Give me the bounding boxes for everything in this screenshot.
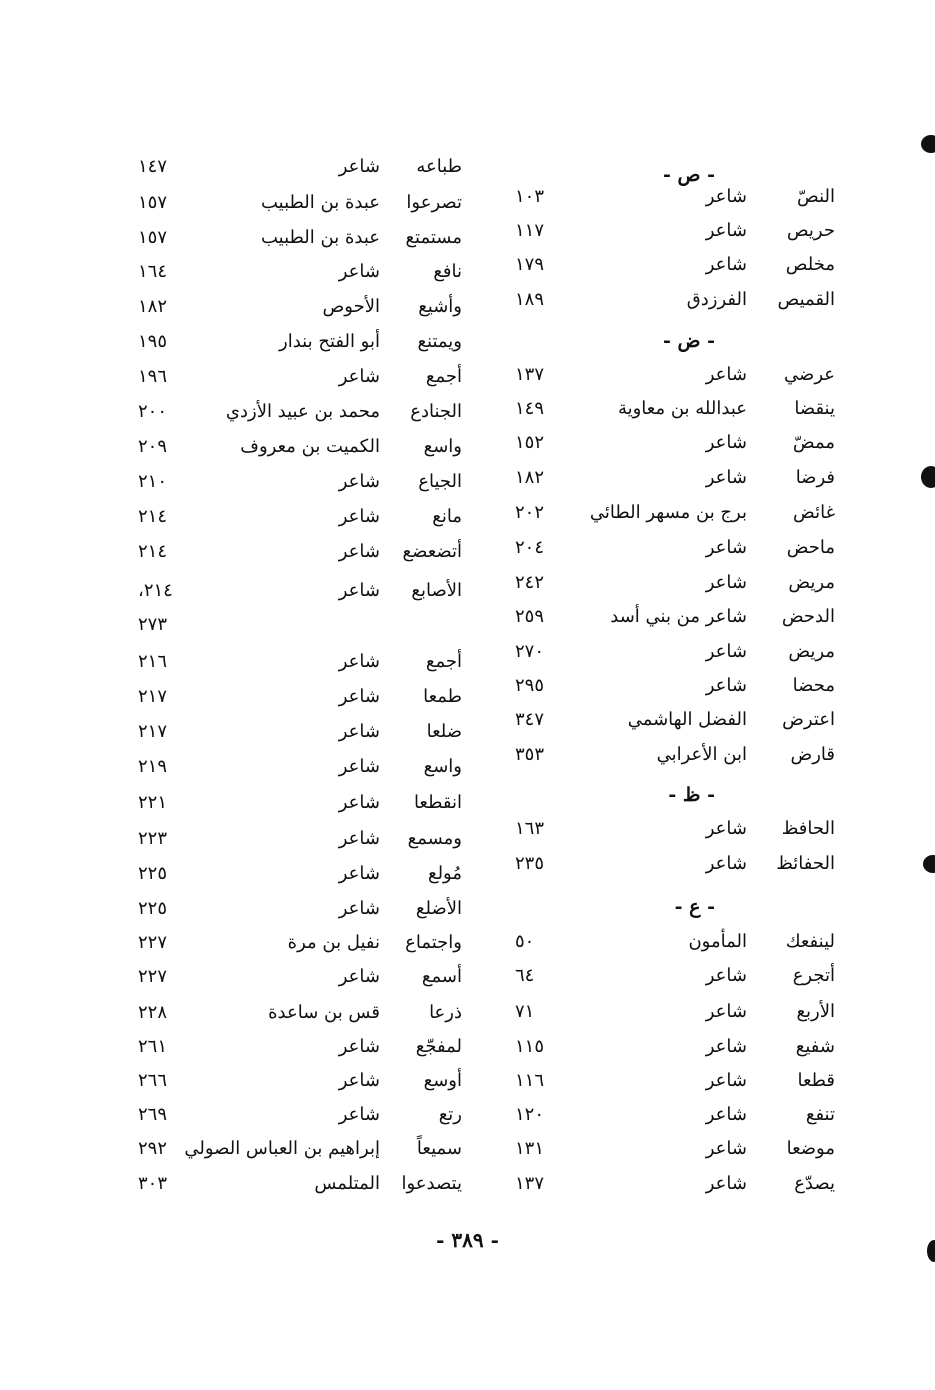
page-reference: ٢٦١ — [138, 1036, 168, 1057]
page-reference: ٢٢٨ — [138, 1002, 168, 1023]
index-entry — [480, 925, 880, 959]
scan-blot — [921, 135, 935, 153]
index-entry — [480, 1167, 880, 1201]
index-entry — [480, 1064, 880, 1098]
rhyme-word: أتضعضع — [402, 541, 462, 562]
page-reference: ٧١ — [515, 1001, 535, 1022]
page-reference: ٢٩٥ — [515, 675, 545, 696]
index-entry — [110, 857, 480, 891]
index-entry — [480, 812, 880, 846]
rhyme-word: مانع — [432, 506, 462, 527]
poet-name: شاعر — [705, 537, 747, 558]
rhyme-word: لمفجّع — [415, 1036, 462, 1057]
poet-name: شاعر — [338, 506, 380, 527]
poet-name: شاعر — [338, 261, 380, 282]
rhyme-word: تنفع — [805, 1104, 835, 1125]
page-reference: ٢٢٧ — [138, 966, 168, 987]
poet-name: عبدة بن الطبيب — [261, 227, 380, 248]
page-reference: ١٤٧ — [138, 156, 168, 177]
rhyme-word: نافع — [433, 261, 462, 282]
rhyme-word: تصرعوا — [406, 192, 462, 213]
poet-name: شاعر — [705, 1173, 747, 1194]
page-reference: ١٧٩ — [515, 254, 545, 275]
rhyme-word: غائض — [793, 502, 835, 523]
index-entry — [110, 960, 480, 994]
index-entry — [110, 892, 480, 926]
rhyme-word: واسع — [423, 756, 462, 777]
rhyme-word: ممضّ — [792, 432, 835, 453]
poet-name: شاعر — [705, 641, 747, 662]
index-entry — [110, 395, 480, 429]
poet-name: شاعر — [338, 863, 380, 884]
page-reference: ١٤٩ — [515, 398, 545, 419]
index-entry — [110, 680, 480, 714]
poet-name: شاعر — [705, 467, 747, 488]
poet-name: شاعر — [705, 1138, 747, 1159]
scan-blot — [921, 466, 935, 488]
page-reference: ٣٠٣ — [138, 1173, 168, 1194]
rhyme-word: أسمع — [421, 966, 462, 987]
page-reference: ٣٤٧ — [515, 709, 545, 730]
index-entry — [110, 535, 480, 569]
index-entry — [480, 496, 880, 530]
poet-name: شاعر — [705, 364, 747, 385]
page-reference: ،٢١٤ — [138, 580, 173, 601]
rhyme-word: الحفائظ — [776, 853, 835, 874]
section-letter-heading: - ص - — [662, 164, 715, 186]
poet-name: شاعر — [705, 432, 747, 453]
page-reference: ٢١٧ — [138, 686, 168, 707]
page-reference: ٢١٤ — [138, 541, 168, 562]
page-reference: ٢١٦ — [138, 651, 168, 672]
poet-name: شاعر — [705, 675, 747, 696]
index-entry — [110, 1132, 480, 1166]
poet-name: محمد بن عبيد الأزدي — [225, 401, 380, 422]
rhyme-word: الحافظ — [781, 818, 835, 839]
poet-name: شاعر — [705, 818, 747, 839]
page-reference: ١٦٣ — [515, 818, 545, 839]
page-reference: ١٦٤ — [138, 261, 168, 282]
index-entry — [110, 150, 480, 184]
index-entry — [110, 645, 480, 679]
index-entry — [110, 465, 480, 499]
poet-name: شاعر — [705, 965, 747, 986]
index-entry — [110, 750, 480, 784]
poet-name: المتلمس — [314, 1173, 380, 1194]
poet-name: أبو الفتح بندار — [279, 331, 380, 352]
rhyme-word: لينفعك — [785, 931, 835, 952]
page-reference: ٢٢٥ — [138, 863, 168, 884]
page-reference: ١٣١ — [515, 1138, 545, 1159]
page-reference: ٢٣٥ — [515, 853, 545, 874]
index-entry — [110, 574, 480, 635]
index-entry — [480, 283, 880, 317]
left-index-column — [110, 0, 480, 1390]
poet-name: شاعر — [338, 580, 380, 601]
rhyme-word: فرضا — [795, 467, 835, 488]
index-entry — [480, 995, 880, 1029]
page-reference: ٢٠٩ — [138, 436, 168, 457]
page-reference: ٦٤ — [515, 965, 535, 986]
poet-name: شاعر — [705, 572, 747, 593]
page-reference: ٢٤٢ — [515, 572, 545, 593]
page-reference: ٣٥٣ — [515, 744, 545, 765]
page-reference: ١٥٧ — [138, 192, 168, 213]
poet-name: الفرزدق — [686, 289, 747, 310]
poet-name: شاعر — [705, 853, 747, 874]
rhyme-word: موضعا — [786, 1138, 835, 1159]
scan-blot — [927, 1240, 935, 1262]
index-entry — [480, 358, 880, 392]
index-entry — [480, 248, 880, 282]
poet-name: الكميت بن معروف — [240, 436, 380, 457]
page-reference: ١١٥ — [515, 1036, 545, 1057]
index-entry — [480, 566, 880, 600]
page-reference: ١٠٣ — [515, 186, 545, 207]
rhyme-word: ماحض — [786, 537, 835, 558]
poet-name: شاعر — [338, 721, 380, 742]
page-reference: ١٩٦ — [138, 366, 168, 387]
page-reference: ٢٧٠ — [515, 641, 545, 662]
rhyme-word: انقطعا — [413, 792, 462, 813]
page-reference: ٢٦٦ — [138, 1070, 168, 1091]
poet-name: شاعر — [338, 1104, 380, 1125]
page-reference: ٢٦٩ — [138, 1104, 168, 1125]
page-number: - ٣٨٩ - — [436, 1228, 499, 1252]
poet-name: شاعر — [705, 1001, 747, 1022]
poet-name: شاعر — [338, 1070, 380, 1091]
page-reference: ١٨٢ — [515, 467, 545, 488]
page-reference: ٢١٧ — [138, 721, 168, 742]
scan-blot — [923, 855, 935, 873]
page-reference-continued: ٢٧٣ — [138, 614, 168, 635]
index-entry — [480, 703, 880, 737]
rhyme-word: مستمتع — [405, 227, 462, 248]
rhyme-word: الأربع — [796, 1001, 835, 1022]
index-entry — [480, 847, 880, 881]
rhyme-word: حريص — [786, 220, 835, 241]
rhyme-word: اعترض — [782, 709, 835, 730]
poet-name: نفيل بن مرة — [287, 932, 380, 953]
index-entry — [480, 600, 880, 634]
poet-name: شاعر — [705, 1104, 747, 1125]
rhyme-word: الجياع — [418, 471, 462, 492]
page-reference: ٢١٠ — [138, 471, 168, 492]
poet-name: شاعر — [338, 966, 380, 987]
index-entry — [110, 186, 480, 220]
index-entry — [480, 426, 880, 460]
rhyme-word: يصدّع — [794, 1173, 835, 1194]
poet-name: شاعر — [338, 541, 380, 562]
poet-name: شاعر — [338, 756, 380, 777]
poet-name: شاعر — [338, 366, 380, 387]
index-entry — [110, 290, 480, 324]
rhyme-word: مخلص — [785, 254, 835, 275]
rhyme-word: مُولع — [427, 863, 462, 884]
index-entry — [480, 635, 880, 669]
page-reference: ١٨٩ — [515, 289, 545, 310]
rhyme-word: أتجرع — [792, 965, 835, 986]
page-reference: ١٩٥ — [138, 331, 168, 352]
poet-name: عبدالله بن معاوية — [617, 398, 747, 419]
rhyme-word: ومسمع — [407, 828, 462, 849]
poet-name: عبدة بن الطبيب — [261, 192, 380, 213]
page-reference: ٥٠ — [515, 931, 535, 952]
page-reference: ٢٥٩ — [515, 606, 545, 627]
index-entry — [110, 715, 480, 749]
rhyme-word: مريض — [788, 572, 835, 593]
page-reference: ٢١٩ — [138, 756, 168, 777]
page-reference: ٢٢١ — [138, 792, 168, 813]
index-entry — [480, 1132, 880, 1166]
rhyme-word: واسع — [423, 436, 462, 457]
index-entry — [480, 959, 880, 993]
index-entry — [110, 1064, 480, 1098]
poet-name: الأحوص — [322, 296, 380, 317]
rhyme-word: يتصدعوا — [401, 1173, 462, 1194]
rhyme-word: واجتماع — [405, 932, 462, 953]
page-reference: ٢٢٧ — [138, 932, 168, 953]
index-entry — [110, 325, 480, 359]
index-entry — [110, 926, 480, 960]
page-reference: ١٣٧ — [515, 1173, 545, 1194]
index-entry — [480, 738, 880, 772]
index-entry — [480, 180, 880, 214]
index-entry — [480, 1098, 880, 1132]
poet-name: إبراهيم بن العباس الصولي — [184, 1138, 380, 1159]
poet-name: شاعر — [338, 1036, 380, 1057]
rhyme-word: الجنادع — [410, 401, 462, 422]
poet-name: ابن الأعرابي — [656, 744, 747, 765]
rhyme-word: ويمتنع — [417, 331, 462, 352]
index-entry — [480, 1030, 880, 1064]
rhyme-word: رتع — [438, 1104, 462, 1125]
rhyme-word: النصّ — [797, 186, 835, 207]
poet-name: شاعر — [705, 1070, 747, 1091]
index-entry — [110, 1167, 480, 1201]
rhyme-word: ذرعا — [429, 1002, 462, 1023]
poet-name: برج بن مسهر الطائي — [589, 502, 747, 523]
page-reference: ٢٠٤ — [515, 537, 545, 558]
page-reference: ١٣٧ — [515, 364, 545, 385]
rhyme-word: عرضي — [784, 364, 835, 385]
page-reference: ١٢٠ — [515, 1104, 545, 1125]
poet-name: شاعر — [338, 156, 380, 177]
index-entry — [110, 500, 480, 534]
page-reference: ٢١٤ — [138, 506, 168, 527]
rhyme-word: القميص — [777, 289, 835, 310]
index-entry — [110, 360, 480, 394]
rhyme-word: طمعا — [423, 686, 462, 707]
poet-name: شاعر — [705, 254, 747, 275]
index-entry — [110, 996, 480, 1030]
rhyme-word: سميعاً — [416, 1138, 462, 1159]
page-reference: ٢٩٢ — [138, 1138, 168, 1159]
rhyme-word: أجمع — [425, 651, 462, 672]
index-entry — [480, 531, 880, 565]
index-entry — [110, 1030, 480, 1064]
rhyme-word: ضلعا — [426, 721, 462, 742]
poet-name: المأمون — [688, 931, 747, 952]
index-entry — [110, 1098, 480, 1132]
rhyme-word: قطعا — [797, 1070, 835, 1091]
poet-name: شاعر — [338, 792, 380, 813]
section-letter-heading: - ظ - — [668, 784, 715, 806]
poet-name: شاعر — [705, 220, 747, 241]
poet-name: شاعر — [338, 828, 380, 849]
rhyme-word: محضا — [792, 675, 835, 696]
index-entry — [480, 392, 880, 426]
poet-name: شاعر — [338, 651, 380, 672]
index-entry — [110, 430, 480, 464]
section-letter-heading: - ع - — [674, 896, 715, 918]
page-reference: ١١٧ — [515, 220, 545, 241]
rhyme-word: ينقضا — [794, 398, 835, 419]
index-entry — [110, 786, 480, 820]
index-entry — [480, 214, 880, 248]
index-entry — [480, 669, 880, 703]
rhyme-word: مريض — [788, 641, 835, 662]
rhyme-word: الدحض — [781, 606, 835, 627]
rhyme-word: الأضلع — [415, 898, 462, 919]
page-reference: ٢٢٣ — [138, 828, 168, 849]
rhyme-word: قارض — [790, 744, 835, 765]
page-reference: ١١٦ — [515, 1070, 545, 1091]
poet-name: شاعر — [338, 686, 380, 707]
page-reference: ١٥٧ — [138, 227, 168, 248]
poet-name: شاعر — [338, 898, 380, 919]
page-reference: ١٥٢ — [515, 432, 545, 453]
index-entry — [110, 221, 480, 255]
poet-name: الفضل الهاشمي — [627, 709, 747, 730]
index-entry — [110, 255, 480, 289]
rhyme-word: أوسع — [423, 1070, 462, 1091]
rhyme-word: طباعه — [416, 156, 462, 177]
poet-name: شاعر — [705, 186, 747, 207]
right-index-column — [480, 0, 880, 1390]
page-reference: ٢٢٥ — [138, 898, 168, 919]
page-reference: ١٨٢ — [138, 296, 168, 317]
rhyme-word: وأشيع — [418, 296, 462, 317]
index-entry — [480, 461, 880, 495]
section-letter-heading: - ض - — [662, 330, 715, 352]
rhyme-word: الأصابع — [411, 580, 462, 601]
page-reference: ٢٠٢ — [515, 502, 545, 523]
rhyme-word: أجمع — [425, 366, 462, 387]
index-entry — [110, 822, 480, 856]
rhyme-word: شفيع — [795, 1036, 835, 1057]
poet-name: قس بن ساعدة — [268, 1002, 380, 1023]
poet-name: شاعر من بني أسد — [610, 606, 747, 627]
poet-name: شاعر — [705, 1036, 747, 1057]
poet-name: شاعر — [338, 471, 380, 492]
page-reference: ٢٠٠ — [138, 401, 168, 422]
